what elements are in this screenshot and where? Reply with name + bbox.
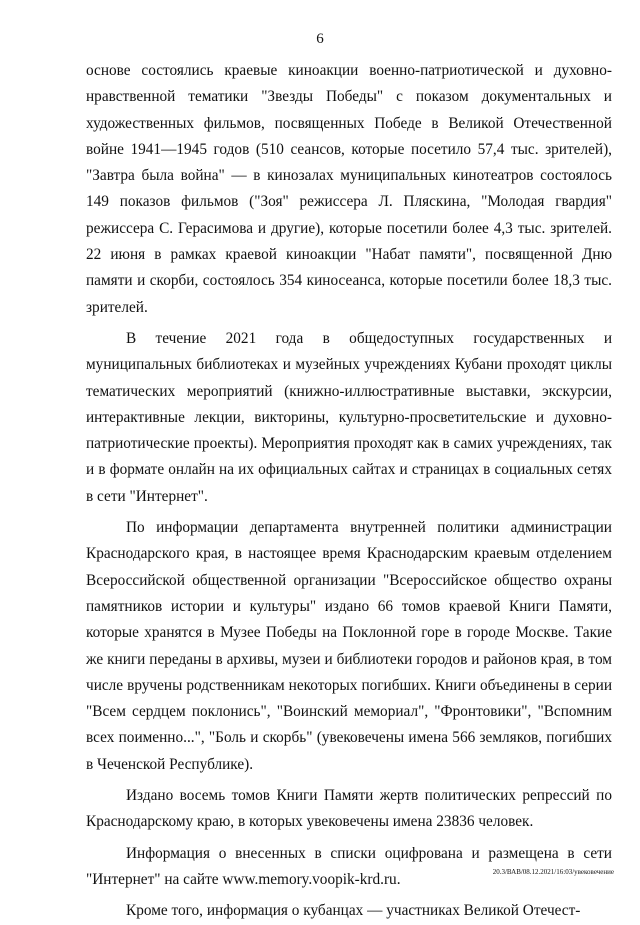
document-body <box>86 58 612 925</box>
paragraph-digitized-lists: Информация о внесенных в списки оцифрована и размещена в сети "Интернет" на сайте www.memory.voopik-krd.ru. <box>86 844 612 888</box>
paragraph-continuation: Кроме того, информация о кубанцах — участниках Великой Отечест- <box>126 902 581 920</box>
paragraph-library-events: В течение 2021 года в общедоступных государственных и муниципальных библиотеках и музейных учреждениях Кубани проходят циклы тематических мероприятий (книжно-иллюстративные выставки, экскурсии, интерактивные лекции, викторины, культурно-просветительские и духовно-патриотические проекты). Мероприятия проходят как в самих учреждениях, так и в формате онлайн на их официальных сайтах и страницах в социальных сетях в сети "Интернет". <box>86 329 612 505</box>
paragraph-repression-volumes: Издано восемь томов Книги Памяти жертв политических репрессий по Краснодарскому краю, в которых увековечены имена 23836 человек. <box>86 787 612 831</box>
document-stamp: 20.3/ВАВ/08.12.2021/16:03/увековечение <box>492 868 614 876</box>
page-number: 6 <box>316 31 324 47</box>
paragraph-film-events: основе состоялись краевые киноакции военно-патриотической и духовно-нравственной тематики "Звезды Победы" с показом документальных и художественных фильмов, посвященных Победе в Великой Отечественной войне 1941—1945 годов (510 сеансов, которые посетило 57,4 тыс. зрителей), "Завтра была война" — в кинозалах муниципальных кинотеатров состоялось 149 показов фильмов ("Зоя" режиссера Л. Пляскина, "Молодая гвардия" режиссера С. Герасимова и другие), которые посетили более 4,3 тыс. зрителей. 22 июня в рамках краевой киноакции "Набат памяти", посвященной Дню памяти и скорби, состоялось 354 киносеанса, которые посетили более 18,3 тыс. зрителей. <box>86 62 612 316</box>
paragraph-book-of-memory: По информации департамента внутренней политики администрации Краснодарского края, в настоящее время Краснодарским краевым отделением Всероссийской общественной организации "Всероссийское общество охраны памятников истории и культуры" издано 66 томов краевой Книги Памяти, которые хранятся в Музее Победы на Поклонной горе в городе Москве. Такие же книги переданы в архивы, музеи и библиотеки городов и районов края, в том числе вручены родственникам некоторых погибших. Книги объединены в серии "Всем сердцем поклонись", "Воинский мемориал", "Фронтовики", "Вспомним всех поименно...", "Боль и скорбь" (увековечены имена 566 земляков, погибших в Чеченской Республике). <box>86 519 612 773</box>
